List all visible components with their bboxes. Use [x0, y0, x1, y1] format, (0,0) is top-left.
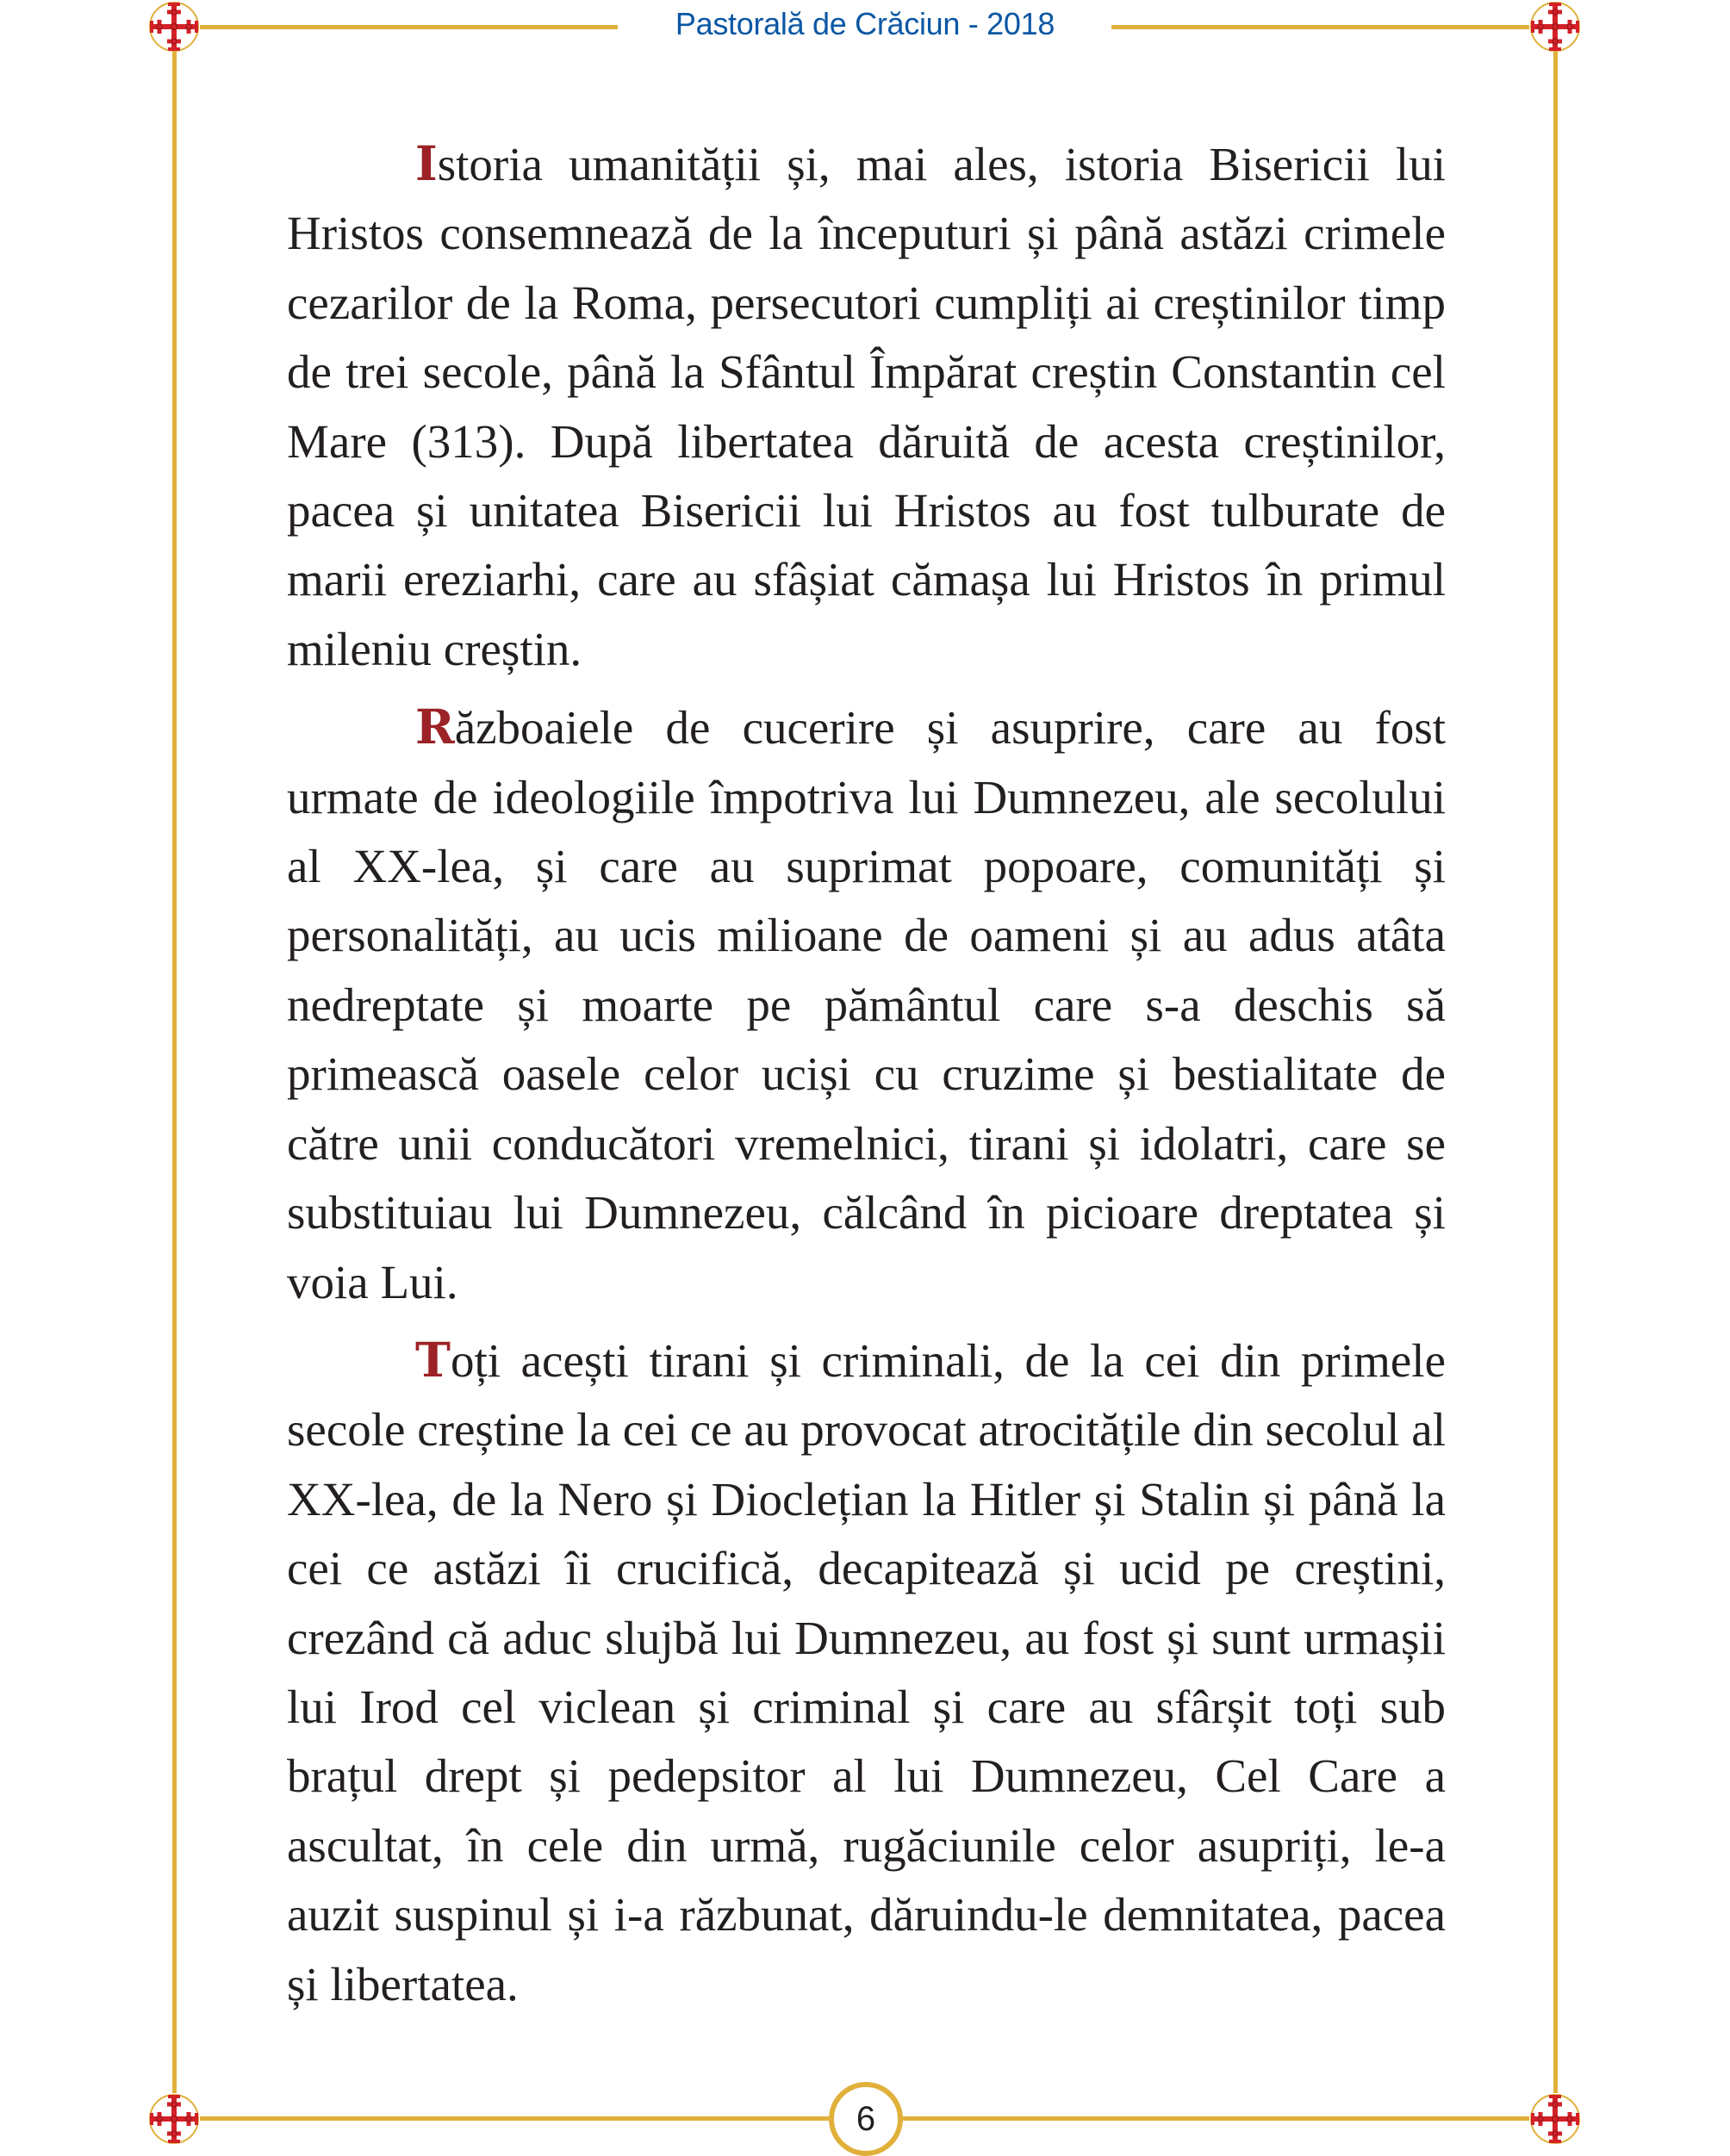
- paragraph: [287, 1326, 1446, 2019]
- page-number: [829, 2082, 903, 2156]
- running-header: [0, 0, 1730, 53]
- paragraph-text: ăzboaiele de cucerire și asuprire, care au fost urmate de ideologiile împotriva lui Dumnezeu, ale secolului al XX-lea, și care au suprimat popoare, comunități și personalități, au ucis milioane de oameni și au adus atâta nedreptate și moarte pe pământul care s-a deschis să primească oasele celor uciși cu cruzime și bestialitate de către unii conducători vremelnici, tirani și idolatri, care se substituiau lui Dumnezeu, călcând în picioare dreptatea și voia Lui.: [287, 701, 1446, 1308]
- paragraph: [287, 693, 1446, 1317]
- jerusalem-cross-icon: [148, 2093, 200, 2145]
- initial-letter: T: [415, 1331, 451, 1388]
- paragraph-text: storia umanității și, mai ales, istoria Bisericii lui Hristos consemnează de la începuturi și până astăzi crimele cezarilor de la Roma, persecutori cumpliți ai creștinilor timp de trei secole, până la Sfântul Împărat creștin Constantin cel Mare (313). După libertatea dăruită de acesta creștinilor, pacea și unitatea Bisericii lui Hristos au fost tulburate de marii ereziarhi, care au sfâșiat cămașa lui Hristos în primul mileniu creștin.: [287, 138, 1446, 675]
- page-number-label: 6: [856, 2099, 876, 2138]
- border-left: [172, 52, 177, 2093]
- jerusalem-cross-icon: [1529, 2093, 1581, 2145]
- border-right: [1553, 52, 1558, 2093]
- body-text: [287, 129, 1446, 2028]
- initial-letter: I: [415, 135, 438, 191]
- initial-letter: R: [415, 699, 455, 755]
- border-bottom-right: [903, 2116, 1529, 2121]
- paragraph-text: oți acești tirani și criminali, de la cei din primele secole creștine la cei ce au provocat atrocitățile din secolul al XX-lea, de la Nero și Dioclețian la Hitler și Stalin și până la cei ce astăzi îi crucifică, decapitează și ucid pe creștini, crezând că aduc slujbă lui Dumnezeu, au fost și sunt urmașii lui Irod cel viclean și criminal și care au sfârșit toți sub brațul drept și pedepsitor al lui Dumnezeu, Cel Care a ascultat, în cele din urmă, rugăciunile celor asupriți, le-a auzit suspinul și i-a răzbunat, dăruindu-le demnitatea, pacea și libertatea.: [287, 1333, 1446, 2010]
- border-bottom-left: [200, 2116, 829, 2121]
- header-title: Pastorală de Crăciun - 2018: [632, 6, 1098, 42]
- paragraph: [287, 129, 1446, 684]
